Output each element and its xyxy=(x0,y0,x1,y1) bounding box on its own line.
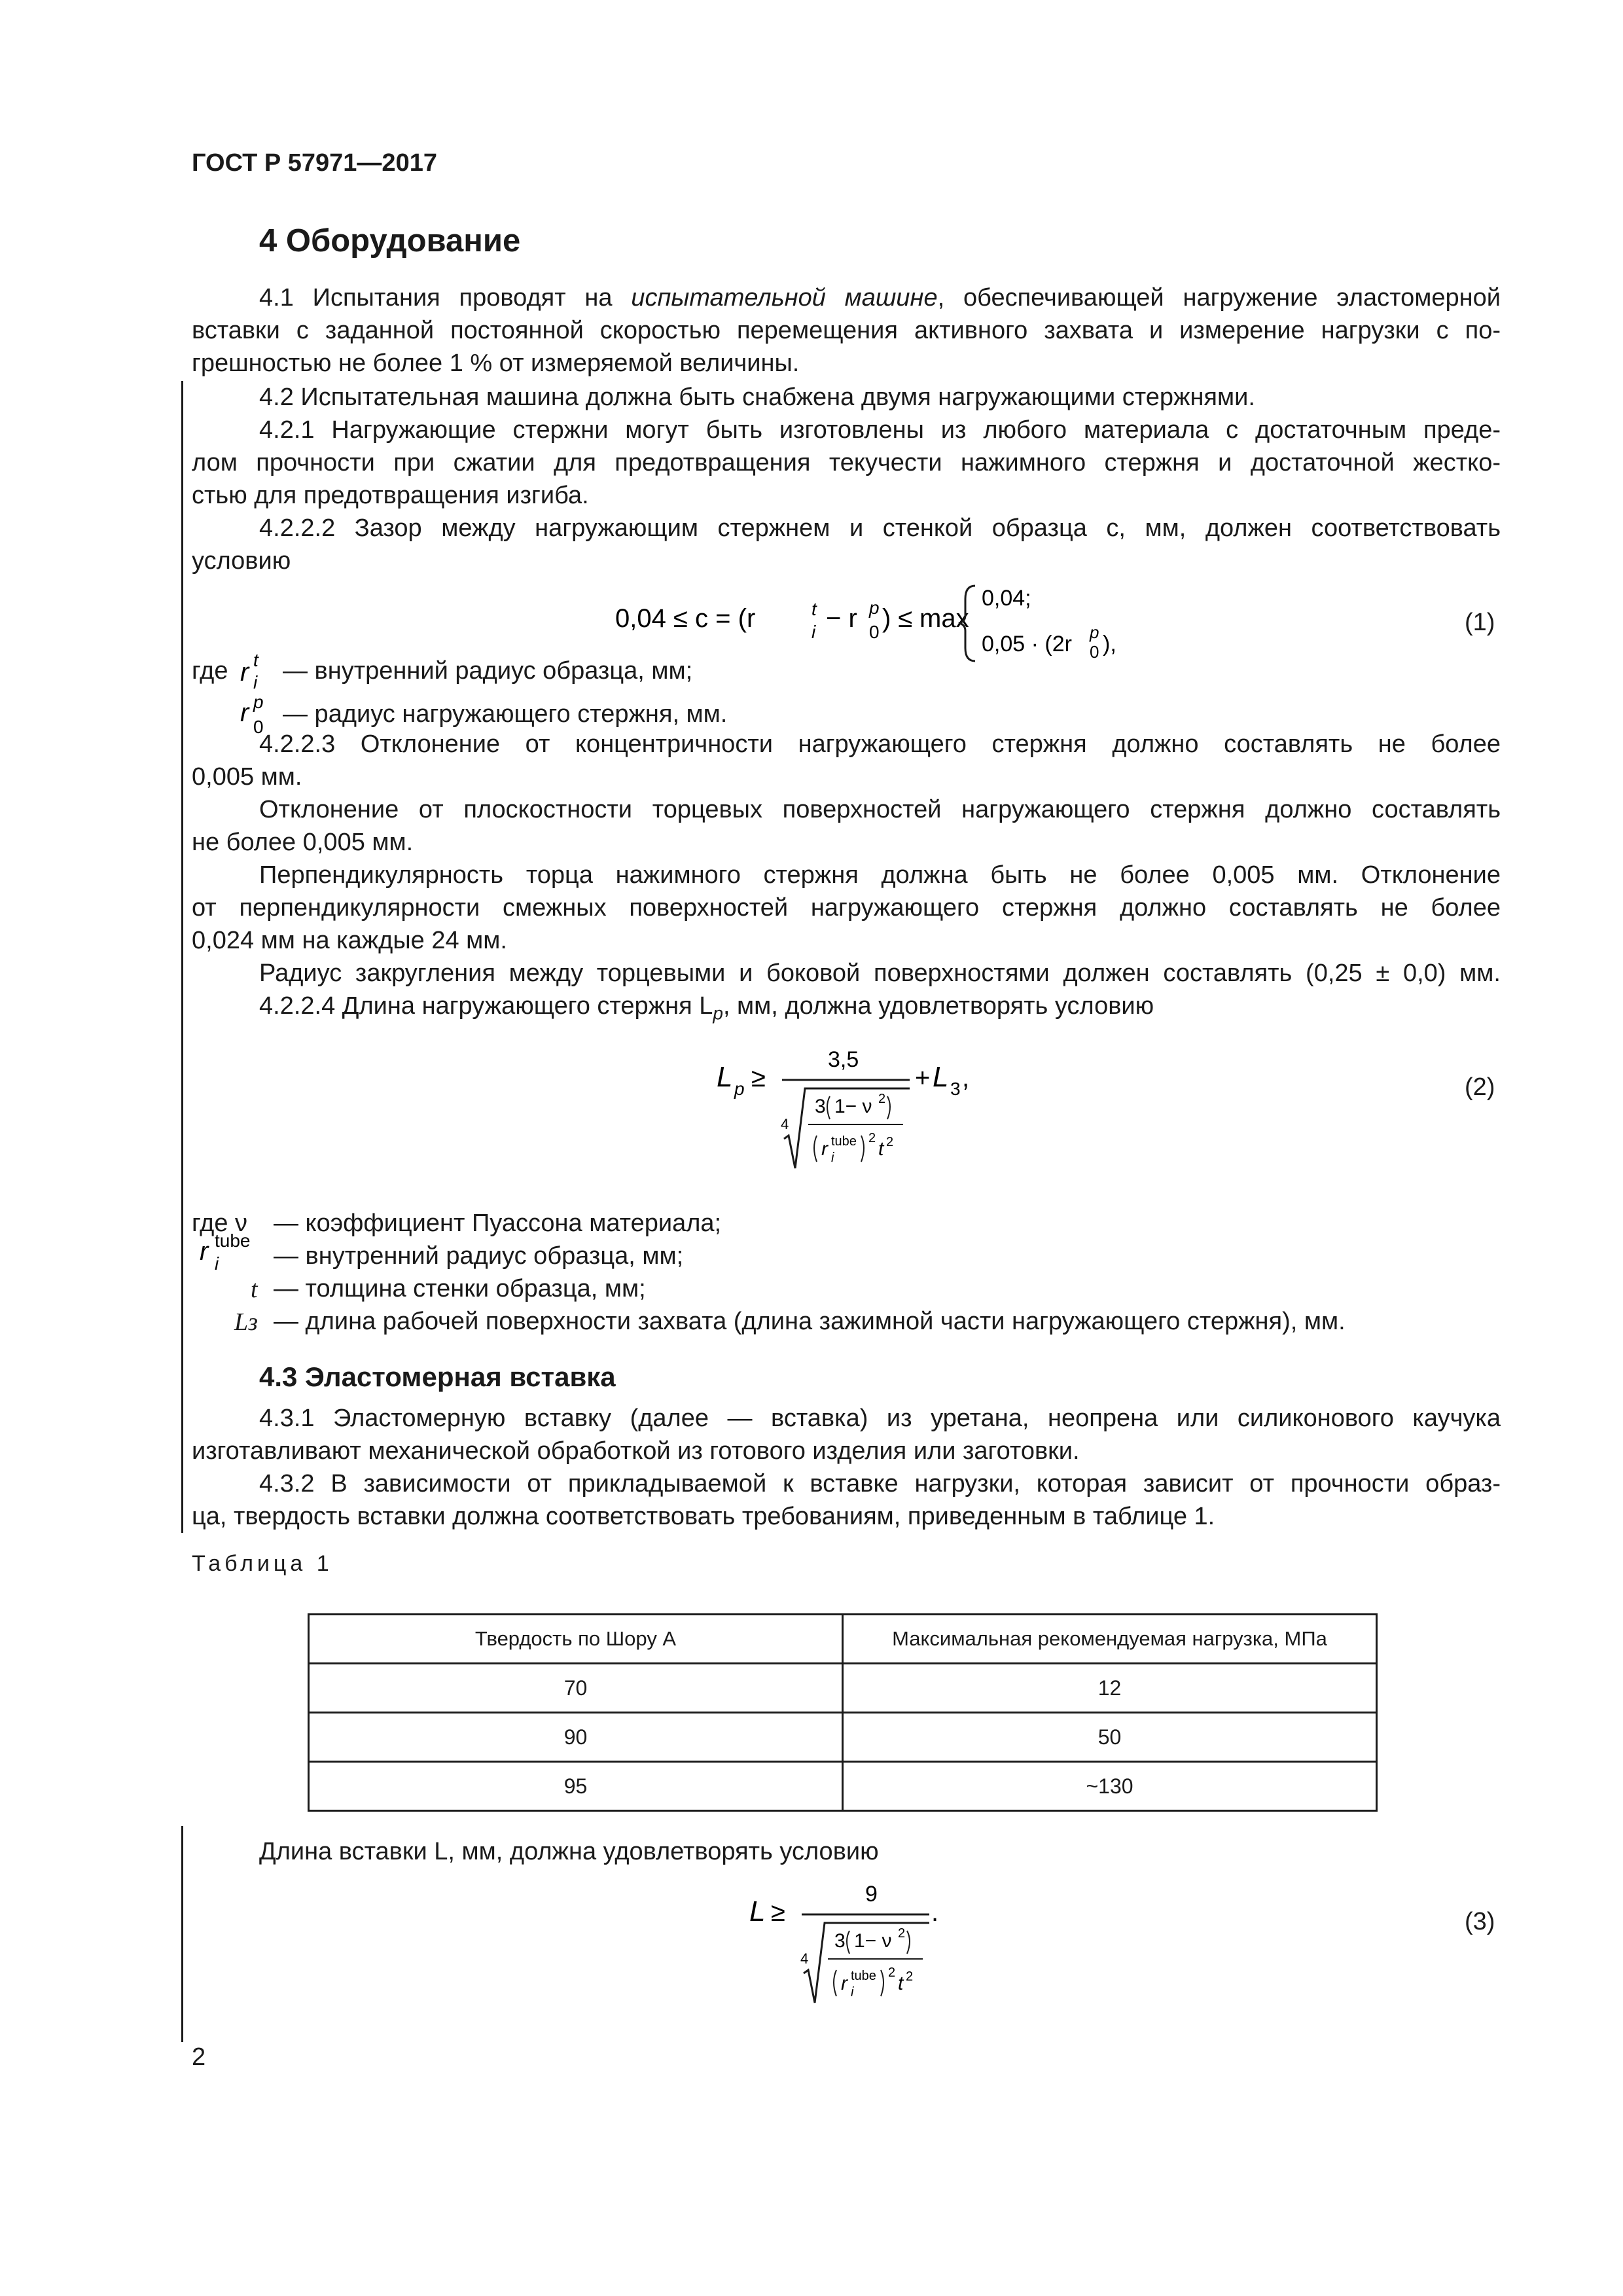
eq1-lhs: 0,04 ≤ c = (r xyxy=(615,604,756,633)
svg-text:r: r xyxy=(841,1973,847,1994)
where2-label: где ν xyxy=(192,1210,248,1237)
svg-text:≥: ≥ xyxy=(751,1064,766,1092)
equation-1-number: (1) xyxy=(1465,609,1495,636)
table-row xyxy=(309,1762,1377,1811)
radius-line: Радиус закругления между торцевыми и боковой поверхностями должен составлять (0,25 ± 0,0) мм. xyxy=(259,960,1501,987)
svg-text:tube: tube xyxy=(851,1969,876,1983)
p421-line1: 4.2.1 Нагружающие стержни могут быть изготовлены из любого материала с достаточным преде- xyxy=(259,416,1501,444)
p41-italic: испытательной машине xyxy=(631,284,938,312)
svg-text:r: r xyxy=(240,658,249,687)
document-header: ГОСТ Р 57971—2017 xyxy=(192,149,437,177)
where1-label: где xyxy=(192,657,228,685)
where1-desc2: — радиус нагружающего стержня, мм. xyxy=(283,700,728,728)
paragraph-4-2-2-3 xyxy=(192,728,1501,793)
perp-line1: Перпендикулярность торца нажимного стержня должна быть не более 0,005 мм. Отклонение xyxy=(259,861,1501,889)
table-caption: Таблица 1 xyxy=(192,1551,333,1576)
svg-text:tube: tube xyxy=(831,1134,857,1149)
svg-text:+: + xyxy=(915,1064,931,1092)
where2-desc3: — толщина стенки образца, мм; xyxy=(274,1275,646,1302)
paragraph-4-3-2 xyxy=(192,1467,1501,1533)
svg-text:) ≤: ) ≤ xyxy=(882,604,913,633)
svg-text:− r: − r xyxy=(826,604,857,633)
change-bar xyxy=(181,1826,183,2042)
table-1 xyxy=(308,1613,1378,1812)
p431-line1: 4.3.1 Эластомерную вставку (далее — вставка) из уретана, неопрена или силиконового каучука xyxy=(259,1405,1501,1432)
paragraph-flatness xyxy=(192,793,1501,859)
symbol-ri-t xyxy=(237,648,283,694)
symbol-ri-tube xyxy=(196,1230,275,1276)
where2-sym-t: t xyxy=(251,1276,258,1303)
svg-text:),: ), xyxy=(1103,632,1116,656)
eq1-opt1: 0,04; xyxy=(982,586,1031,611)
p432-line2: ца, твердость вставки должна соответствовать требованиям, приведенным в таблице 1. xyxy=(192,1503,1215,1530)
svg-text:2: 2 xyxy=(888,1965,896,1980)
svg-text:r: r xyxy=(240,698,249,727)
where2-sym-l3: Lз xyxy=(234,1308,258,1336)
paragraph-4-1 xyxy=(192,281,1501,380)
p4222-line2: условию xyxy=(192,547,291,575)
svg-text:i: i xyxy=(253,672,258,692)
p41-text-b: , обеспечивающей нагружение эластомерной xyxy=(937,284,1501,312)
where2-desc1: — коэффициент Пуассона материала; xyxy=(274,1210,722,1237)
svg-text:≥: ≥ xyxy=(771,1898,785,1927)
svg-text:,: , xyxy=(962,1064,970,1092)
table-header-hardness: Твердость по Шору A xyxy=(309,1615,843,1664)
svg-text:t: t xyxy=(812,599,817,619)
where1-row1 xyxy=(192,657,228,685)
perp-line2: от перпендикулярности смежных поверхностей нагружающего стержня должно составлять не более xyxy=(192,894,1501,922)
svg-text:2: 2 xyxy=(906,1969,914,1984)
svg-text:3: 3 xyxy=(950,1079,961,1099)
table-cell: 90 xyxy=(309,1713,843,1762)
svg-text:i: i xyxy=(215,1253,219,1274)
svg-text:0: 0 xyxy=(869,622,880,642)
table-cell: 50 xyxy=(843,1713,1377,1762)
flat-line1: Отклонение от плоскостности торцевых поверхностей нагружающего стержня должно составлять xyxy=(259,796,1501,823)
p4223-line1: 4.2.2.3 Отклонение от концентричности нагружающего стержня должно составлять не более xyxy=(259,730,1501,758)
p41-line3: грешностью не более 1 % от измеряемой величины. xyxy=(192,350,800,377)
svg-text:L: L xyxy=(933,1061,949,1093)
section-title: 4 Оборудование xyxy=(259,223,521,259)
table-cell: 70 xyxy=(309,1664,843,1713)
svg-text:4: 4 xyxy=(800,1950,809,1967)
svg-text:r: r xyxy=(821,1138,828,1160)
p41-line2: вставки с заданной постоянной скоростью перемещения активного захвата и измерение нагрузки с по- xyxy=(192,317,1501,344)
where2-desc4: — длина рабочей поверхности захвата (длина зажимной части нагружающего стержня), мм. xyxy=(274,1308,1346,1335)
svg-text:i: i xyxy=(812,622,816,642)
paragraph-4-2 xyxy=(192,381,1501,414)
table-cell: 12 xyxy=(843,1664,1377,1713)
paragraph-radius xyxy=(192,957,1501,990)
flat-line2: не более 0,005 мм. xyxy=(192,829,414,856)
svg-text:2: 2 xyxy=(878,1092,886,1106)
svg-text:t: t xyxy=(253,650,259,670)
p431-line2: изготавливают механической обработкой из готового изделия или заготовки. xyxy=(192,1437,1080,1465)
svg-text:t: t xyxy=(878,1138,884,1160)
svg-text:i: i xyxy=(851,1985,854,2000)
p421-line3: стью для предотвращения изгиба. xyxy=(192,482,589,509)
svg-text:0: 0 xyxy=(1090,642,1099,662)
paragraph-4-2-1 xyxy=(192,414,1501,512)
where2-desc2: — внутренний радиус образца, мм; xyxy=(274,1242,684,1270)
table-row xyxy=(309,1713,1377,1762)
svg-text:2: 2 xyxy=(886,1135,894,1149)
svg-text:2: 2 xyxy=(898,1926,906,1941)
svg-text:4: 4 xyxy=(781,1116,789,1132)
perp-line3: 0,024 мм на каждые 24 мм. xyxy=(192,927,507,954)
p421-line2: лом прочности при сжатии для предотвращения текучести нажимного стержня и достаточной жестко- xyxy=(192,449,1501,476)
p42-line: 4.2 Испытательная машина должна быть снабжена двумя нагружающими стержнями. xyxy=(259,384,1255,411)
svg-text:2: 2 xyxy=(868,1131,876,1145)
p4224-tail: , мм, должна удовлетворять условию xyxy=(722,992,1154,1020)
paragraph-4-2-2-4: 4.2.2.4 Длина нагружающего стержня $L_p$, мм, должна удовлетворять условию xyxy=(259,992,1154,1024)
svg-text:L: L xyxy=(749,1895,766,1928)
eq2-numerator: 3,5 xyxy=(828,1047,859,1072)
eq1-opt2: 0,05 · (2r xyxy=(982,632,1072,656)
svg-text:3: 3 xyxy=(815,1096,826,1117)
equation-2-number: (2) xyxy=(1465,1073,1495,1101)
equation-3 xyxy=(740,1872,1001,2022)
subsection-4-3: 4.3 Эластомерная вставка xyxy=(259,1361,616,1392)
equation-1 xyxy=(589,569,1178,668)
eq3-numerator: 9 xyxy=(865,1882,878,1907)
p4224-text: 4.2.2.4 Длина нагружающего стержня L xyxy=(259,992,713,1020)
paragraph-perpendicularity xyxy=(192,859,1501,957)
paragraph-4-2-2-2 xyxy=(192,512,1501,577)
svg-text:r: r xyxy=(200,1237,209,1266)
svg-text:.: . xyxy=(931,1898,939,1927)
svg-text:p: p xyxy=(1090,622,1099,642)
equation-2 xyxy=(707,1037,1034,1188)
table-cell: 95 xyxy=(309,1762,843,1811)
svg-text:p: p xyxy=(734,1079,745,1099)
svg-text:L: L xyxy=(717,1061,733,1093)
svg-text:3: 3 xyxy=(834,1930,846,1952)
svg-text:tube: tube xyxy=(215,1230,251,1251)
paragraph-4-3-1 xyxy=(192,1402,1501,1467)
change-bar xyxy=(181,381,183,1533)
equation-3-number: (3) xyxy=(1465,1908,1495,1935)
p4222-line1: 4.2.2.2 Зазор между нагружающим стержнем и стенкой образца c, мм, должен соответствовать xyxy=(259,514,1501,542)
p41-text-a: 4.1 Испытания проводят на xyxy=(259,284,632,312)
table-header-load: Максимальная рекомендуемая нагрузка, МПа xyxy=(843,1615,1377,1664)
svg-text:p: p xyxy=(869,598,880,618)
svg-text:1− ν: 1− ν xyxy=(834,1096,872,1117)
svg-text:0: 0 xyxy=(253,717,264,737)
where1-desc1: — внутренний радиус образца, мм; xyxy=(283,657,693,685)
table-row xyxy=(309,1664,1377,1713)
p4223-line2: 0,005 мм. xyxy=(192,763,302,791)
svg-text:i: i xyxy=(831,1151,834,1165)
eq1-max: max xyxy=(919,604,969,633)
table-cell: ~130 xyxy=(843,1762,1377,1811)
svg-text:p: p xyxy=(253,692,264,712)
svg-text:t: t xyxy=(898,1973,904,1994)
paragraph-insert-length: Длина вставки L, мм, должна удовлетворять условию xyxy=(259,1838,879,1865)
p432-line1: 4.3.2 В зависимости от прикладываемой к вставке нагрузки, которая зависит от прочности образ- xyxy=(259,1470,1501,1498)
svg-text:1− ν: 1− ν xyxy=(854,1930,892,1952)
table-header-row xyxy=(309,1615,1377,1664)
page-number: 2 xyxy=(192,2043,206,2071)
